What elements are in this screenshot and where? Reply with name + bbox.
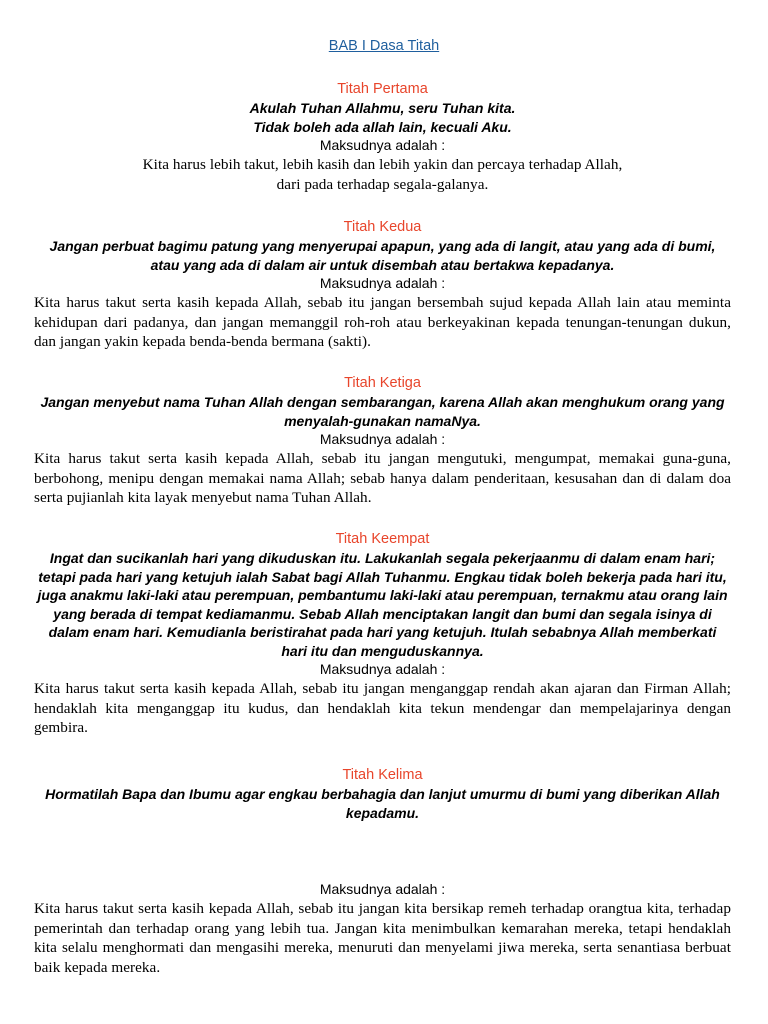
commandment-text: Hormatilah Bapa dan Ibumu agar engkau berbahagia dan lanjut umurmu di bumi yang diberikan Allah kepadamu. <box>45 786 720 821</box>
section-title: Titah Ketiga <box>344 375 421 391</box>
page-title: BAB I Dasa Titah <box>328 38 440 54</box>
commandment-text: Jangan perbuat bagimu patung yang menyerupai apapun, yang ada di langit, atau yang ada di bumi, atau yang ada di dalam air untuk disembah atau bertakwa kepadanya. <box>49 238 716 273</box>
section-titah-keempat <box>34 529 731 738</box>
meaning-text: Kita harus lebih takut, lebih kasih dan lebih yakin dan percaya terhadap Allah, dari pada terhadap segala-galanya. <box>142 156 623 193</box>
section-title: Titah Kedua <box>343 219 422 235</box>
commandment-text: Akulah Tuhan Allahmu, seru Tuhan kita. Tidak boleh ada allah lain, kecuali Aku. <box>249 100 516 135</box>
meaning-label: Maksudnya adalah : <box>319 881 446 897</box>
meaning-text: Kita harus takut serta kasih kepada Allah, sebab itu jangan bersembah sujud kepada Allah lain atau meminta kehidupan dari padanya, dan jangan memanggil roh-roh atau berkeyakinan kepada tenungan-tenungan dukun, dan jangan yakin kepada benda-benda bermana (sakti). <box>34 294 731 350</box>
meaning-label: Maksudnya adalah : <box>319 431 446 447</box>
section-title: Titah Pertama <box>337 81 428 97</box>
section-title: Titah Keempat <box>335 531 430 547</box>
commandment-text: Jangan menyebut nama Tuhan Allah dengan sembarangan, karena Allah akan menghukum orang yang menyalah-gunakan namaNya. <box>40 394 725 429</box>
meaning-text: Kita harus takut serta kasih kepada Allah, sebab itu jangan menganggap rendah akan ajaran dan Firman Allah; hendaklah kita menganggap itu kudus, dan hendaklah kita tekun mendengar dan mempelajarinya dengan gembira. <box>34 680 731 736</box>
meaning-text: Kita harus takut serta kasih kepada Allah, sebab itu jangan mengutuki, mengumpat, memakai guna-guna, berbohong, menipu dengan memakai nama Allah; sebab hanya dalam penderitaan, kesusahan dan di dalam doa serta pujianlah kita layak menyebut nama Tuhan Allah. <box>34 450 731 506</box>
section-titah-pertama <box>34 79 731 194</box>
meaning-text: Kita harus takut serta kasih kepada Allah, sebab itu jangan kita bersikap remeh terhadap orangtua kita, terhadap pemerintah dan terhadap orang yang lebih tua. Jangan kita menimbulkan kemarahan mereka, tetapi hendaklah kita selalu menghormati dan mengasihi mereka, menuruti dan menyelami jiwa mereka, serta senantiasa berbuat baik kepada mereka. <box>34 900 731 976</box>
section-titah-ketiga <box>34 373 731 508</box>
section-titah-kelima <box>34 765 731 977</box>
meaning-label: Maksudnya adalah : <box>319 137 446 153</box>
commandment-text: Ingat dan sucikanlah hari yang dikuduskan itu. Lakukanlah segala pekerjaanmu di dalam enam hari; tetapi pada hari yang ketujuh ialah Sabat bagi Allah Tuhanmu. Engkau tidak boleh bekerja pada hari itu, juga anakmu laki-laki atau perempuan, pembantumu laki-laki atau perempuan, ternakmu atau orang lain yang berada di tempat kediamanmu. Sebab Allah menciptakan langit dan bumi dan segala isinya di dalam enam hari. Kemudianla beristirahat pada hari yang ketujuh. Itulah sebabnya Allah memberkati hari itu dan menguduskannya. <box>37 550 728 659</box>
meaning-label: Maksudnya adalah : <box>319 661 446 677</box>
meaning-label: Maksudnya adalah : <box>319 275 446 291</box>
section-title: Titah Kelima <box>342 767 423 783</box>
section-titah-kedua <box>34 217 731 352</box>
